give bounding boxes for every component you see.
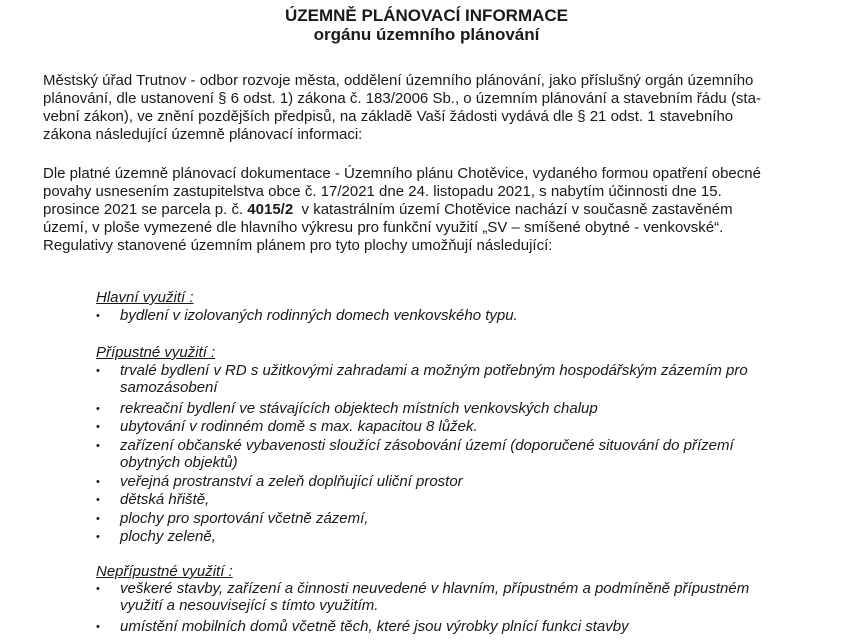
intro-line: zákona následující územně plánovací informaci: [43,126,363,143]
intro-line: plánování, dle ustanovení § 6 odst. 1) zákona č. 183/2006 Sb., o územním plánování a stavebním řádu (sta- [43,90,761,107]
list-item-text: rekreační bydlení ve stávajících objektech místních venkovských chalup [120,400,598,417]
bullet-icon: • [96,403,100,415]
bullet-icon: • [96,583,100,595]
bullet-icon: • [96,365,100,377]
list-item-text: využití a nesouvisející s tímto využitím. [120,597,379,614]
list-item-text: bydlení v izolovaných rodinných domech venkovského typu. [120,307,518,324]
bullet-icon: • [96,421,100,433]
list-item-text: plochy zeleně, [120,528,216,545]
intro-line: vební zákon), ve znění pozdějších předpisů, na základě Vaší žádosti vydává dle § 21 odst. 1 stavebního [43,108,734,125]
body-line-text: v katastrálním území Chotěvice nachází v současně zastavěném [293,201,733,218]
list-item-text: samozásobení [120,379,218,396]
body-line: povahy usnesením zastupitelstva obce č. 17/2021 dne 24. listopadu 2021, s nabytím účinnosti dne 15. [43,183,722,200]
body-line: Dle platné územně plánovací dokumentace - Územního plánu Chotěvice, vydaného formou opatření obecné [43,165,761,182]
bullet-icon: • [96,440,100,452]
list-item-text: umístění mobilních domů včetně těch, které jsou výrobky plnící funkci stavby [120,618,629,635]
bullet-icon: • [96,310,100,322]
bullet-icon: • [96,494,100,506]
section-heading-forbidden: Nepřípustné využití : [96,563,233,580]
bullet-icon: • [96,513,100,525]
list-item-text: zařízení občanské vybavenosti sloužící zásobování území (doporučené situování do přízemí [120,437,734,454]
list-item-text: veřejná prostranství a zeleň doplňující uliční prostor [120,473,463,490]
body-line: Regulativy stanovené územním plánem pro tyto plochy umožňují následující: [43,237,553,254]
intro-line: Městský úřad Trutnov - odbor rozvoje města, oddělení územního plánování, jako příslušný orgán územního [43,72,754,89]
list-item-text: obytných objektů) [120,454,238,471]
bullet-icon: • [96,476,100,488]
section-heading-allowed: Přípustné využití : [96,344,216,361]
list-item-text: veškeré stavby, zařízení a činnosti neuvedené v hlavním, přípustném a podmíněně přípustném [120,580,750,597]
bullet-icon: • [96,531,100,543]
list-item-text: dětská hřiště, [120,491,210,508]
list-item-text: trvalé bydlení v RD s užitkovými zahradami a možným potřebným hospodářským zázemím pro [120,362,748,379]
list-item-text: plochy pro sportování včetně zázemí, [120,510,369,527]
bullet-icon: • [96,621,100,633]
body-line: území, v ploše vymezené dle hlavního výkresu pro funkční využití „SV – smíšené obytné - venkovské“. [43,219,724,236]
body-line-text: prosince 2021 se parcela p. č. [43,201,248,218]
body-line [43,201,733,219]
section-heading-main: Hlavní využití : [96,289,194,306]
parcel-number: 4015/2 [247,201,294,218]
list-item-text: ubytování v rodinném domě s max. kapacitou 8 lůžek. [120,418,478,435]
document-title: ÚZEMNĚ PLÁNOVACÍ INFORMACE [284,6,568,25]
document-subtitle: orgánu územního plánování [313,25,540,44]
